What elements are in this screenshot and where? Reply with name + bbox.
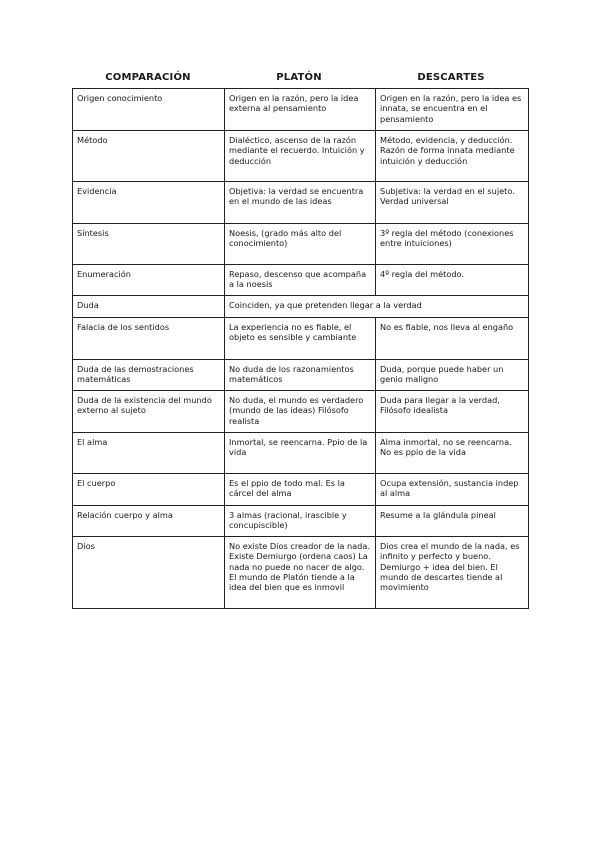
- platon-cell: Noesis, (grado más alto del conocimiento): [225, 224, 376, 265]
- table-row: [73, 391, 529, 433]
- platon-cell: La experiencia no es fiable, el objeto es sensible y cambiante: [225, 318, 376, 360]
- table-row: [73, 360, 529, 391]
- row-label: Falacia de los sentidos: [73, 318, 225, 360]
- descartes-cell: Origen en la razón, pero la idea es innata, se encuentra en el pensamiento: [376, 89, 529, 131]
- row-label: Origen conocimiento: [73, 89, 225, 131]
- platon-cell: Origen en la razón, pero la idea externa al pensamiento: [225, 89, 376, 131]
- row-label: Relación cuerpo y alma: [73, 506, 225, 537]
- platon-cell: 3 almas (racional, irascible y concupiscible): [225, 506, 376, 537]
- table-row: [73, 265, 529, 296]
- table-row: [73, 89, 529, 131]
- row-label: Duda de la existencia del mundo externo al sujeto: [73, 391, 225, 433]
- table-row: [73, 474, 529, 506]
- descartes-cell: Método, evidencia, y deducción. Razón de forma innata mediante intuición y deducción: [376, 131, 529, 182]
- table-row: [73, 318, 529, 360]
- header-comparacion: COMPARACIÓN: [105, 72, 191, 83]
- descartes-cell: Duda, porque puede haber un genio maligno: [376, 360, 529, 391]
- descartes-cell: 4º regla del método.: [376, 265, 529, 296]
- platon-cell: Inmortal, se reencarna. Ppio de la vida: [225, 433, 376, 474]
- platon-cell: Dialéctico, ascenso de la razón mediante el recuerdo. Intuición y deducción: [225, 131, 376, 182]
- platon-cell: No duda de los razonamientos matemáticos: [225, 360, 376, 391]
- row-label: El cuerpo: [73, 474, 225, 506]
- row-label: Duda: [73, 296, 225, 318]
- descartes-cell: Duda para llegar a la verdad, Filósofo idealista: [376, 391, 529, 433]
- table-row: [73, 131, 529, 182]
- table-header: [72, 72, 528, 88]
- platon-cell: No existe Dios creador de la nada. Existe Demiurgo (ordena caos) La nada no puede no nacer de algo. El mundo de Platón tiende a la idea del bien que es inmovil: [225, 537, 376, 609]
- platon-cell: Objetiva: la verdad se encuentra en el mundo de las ideas: [225, 182, 376, 224]
- row-label: Evidencia: [73, 182, 225, 224]
- platon-cell: Repaso, descenso que acompaña a la noesis: [225, 265, 376, 296]
- table-row: [73, 224, 529, 265]
- row-label: Duda de las demostraciones matemáticas: [73, 360, 225, 391]
- row-label: Método: [73, 131, 225, 182]
- header-descartes: DESCARTES: [417, 72, 485, 83]
- platon-cell: Es el ppio de todo mal. Es la cárcel del alma: [225, 474, 376, 506]
- descartes-cell: Dios crea el mundo de la nada, es infinito y perfecto y bueno. Demiurgo + idea del bien. El mundo de descartes tiende al movimiento: [376, 537, 529, 609]
- descartes-cell: Subjetiva: la verdad en el sujeto. Verdad universal: [376, 182, 529, 224]
- row-label: Síntesis: [73, 224, 225, 265]
- header-platon: PLATÓN: [276, 72, 322, 83]
- row-label: Dios: [73, 537, 225, 609]
- table-row: [73, 296, 529, 318]
- row-label: Enumeración: [73, 265, 225, 296]
- descartes-cell: Ocupa extensión, sustancia indep al alma: [376, 474, 529, 506]
- table-row: [73, 433, 529, 474]
- descartes-cell: Alma inmortal, no se reencarna. No es ppio de la vida: [376, 433, 529, 474]
- table-row: [73, 182, 529, 224]
- platon-cell: No duda, el mundo es verdadero (mundo de las ideas) Filósofo realista: [225, 391, 376, 433]
- row-label: El alma: [73, 433, 225, 474]
- descartes-cell: No es fiable, nos lleva al engaño: [376, 318, 529, 360]
- table-row: [73, 506, 529, 537]
- descartes-cell: Resume a la glándula pineal: [376, 506, 529, 537]
- table-row: [73, 537, 529, 609]
- descartes-cell: 3º regla del método (conexiones entre intuiciones): [376, 224, 529, 265]
- comparison-table: [72, 88, 529, 609]
- merged-cell: Coinciden, ya que pretenden llegar a la verdad: [225, 296, 529, 318]
